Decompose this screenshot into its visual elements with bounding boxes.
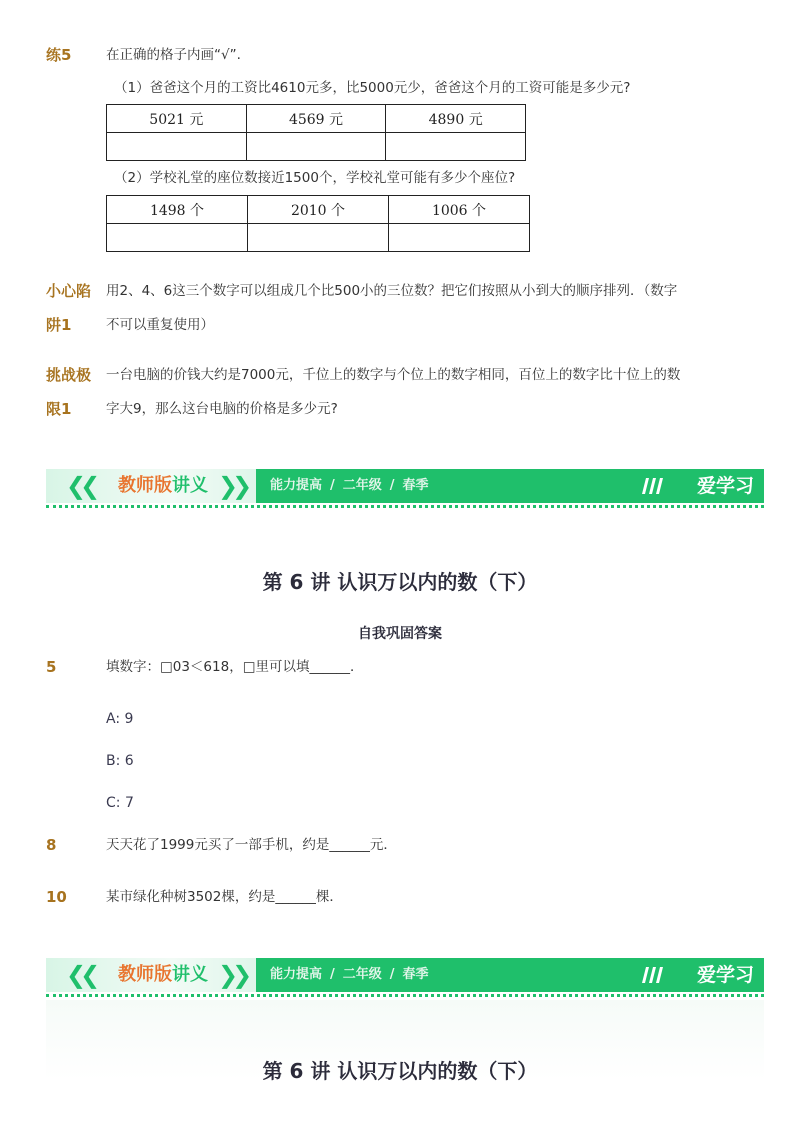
table-cell: 4890 元: [386, 105, 526, 133]
table-cell: 1498 个: [107, 196, 248, 224]
exercise-tag: 练5: [46, 46, 72, 64]
banner-breadcrumb: [266, 477, 433, 495]
question-2-text: （2）学校礼堂的座位数接近1500个，学校礼堂可能有多少个座位?: [114, 170, 516, 186]
breadcrumb-separator: /: [389, 478, 395, 493]
lesson-title: 第 6 讲 认识万以内的数（下）: [262, 570, 538, 594]
trap-tag-line2: 阱1: [46, 316, 72, 334]
question-1-text: （1）爸爸这个月的工资比4610元多，比5000元少，爸爸这个月的工资可能是多少元?: [114, 80, 631, 96]
chevron-right-icon: ❯❯: [218, 961, 247, 989]
answer-cell[interactable]: [107, 224, 248, 252]
choice-b: B: 6: [106, 753, 134, 769]
brand-logo-text: 爱学习: [696, 475, 754, 497]
dotted-divider: [46, 994, 764, 997]
banner-title: [118, 963, 208, 987]
table-cell: 2010 个: [248, 196, 389, 224]
brand-logo-icon: [640, 965, 666, 985]
banner-title-part1: 教师版: [118, 964, 172, 985]
breadcrumb-item: 能力提高: [270, 967, 323, 982]
dotted-divider: [46, 505, 764, 508]
lesson-subtitle: 自我巩固答案: [358, 626, 442, 642]
brand-logo-icon: [640, 476, 666, 496]
table-cell: 4569 元: [246, 105, 386, 133]
choice-c: C: 7: [106, 795, 134, 811]
chevron-left-icon: ❮❮: [66, 961, 95, 989]
chevron-left-icon: ❮❮: [66, 472, 95, 500]
trap-tag-line1: 小心陷: [46, 282, 92, 300]
question-text: 填数字：□03＜618，□里可以填______．: [106, 659, 364, 675]
answer-cell[interactable]: [389, 224, 530, 252]
breadcrumb-item: 春季: [402, 478, 429, 493]
table-cell: 1006 个: [389, 196, 530, 224]
banner-title-part1: 教师版: [118, 475, 172, 496]
breadcrumb-item: 春季: [402, 967, 429, 982]
banner-title-part2: 讲义: [172, 475, 208, 496]
question-number: 5: [46, 658, 57, 676]
challenge-tag-line2: 限1: [46, 400, 72, 418]
question-text: 某市绿化种树3502棵，约是______棵．: [106, 889, 343, 905]
chevron-right-icon: ❯❯: [218, 472, 247, 500]
breadcrumb-item: 二年级: [342, 478, 382, 493]
challenge-question-line1: 一台电脑的价钱大约是7000元，千位上的数字与个位上的数字相同，百位上的数字比十位上的数: [106, 367, 681, 383]
header-banner: [46, 958, 764, 992]
banner-title-part2: 讲义: [172, 964, 208, 985]
header-banner: [46, 469, 764, 503]
question-text: 天天花了1999元买了一部手机，约是______元．: [106, 837, 397, 853]
breadcrumb-separator: /: [330, 967, 335, 982]
answer-table-2: [106, 195, 530, 252]
breadcrumb-separator: /: [389, 967, 395, 982]
breadcrumb-separator: /: [330, 478, 335, 493]
lesson-title: 第 6 讲 认识万以内的数（下）: [262, 1059, 538, 1083]
challenge-tag-line1: 挑战极: [46, 366, 92, 384]
question-number: 10: [46, 888, 67, 906]
breadcrumb-item: 二年级: [342, 967, 382, 982]
breadcrumb-item: 能力提高: [270, 478, 323, 493]
answer-cell[interactable]: [246, 133, 386, 161]
brand-logo-text: 爱学习: [696, 964, 754, 986]
exercise-instruction: 在正确的格子内画“√”.: [106, 47, 241, 63]
table-cell: 5021 元: [107, 105, 247, 133]
trap-question-line2: 不可以重复使用）: [106, 317, 214, 333]
trap-question-line1: 用2、4、6这三个数字可以组成几个比500小的三位数？把它们按照从小到大的顺序排列．（数字: [106, 283, 678, 299]
banner-breadcrumb: [266, 966, 433, 984]
banner-title: [118, 474, 208, 498]
answer-table-1: [106, 104, 526, 161]
choice-a: A: 9: [106, 711, 134, 727]
answer-cell[interactable]: [386, 133, 526, 161]
answer-cell[interactable]: [248, 224, 389, 252]
challenge-question-line2: 字大9，那么这台电脑的价格是多少元?: [106, 401, 338, 417]
question-number: 8: [46, 836, 57, 854]
answer-cell[interactable]: [107, 133, 247, 161]
